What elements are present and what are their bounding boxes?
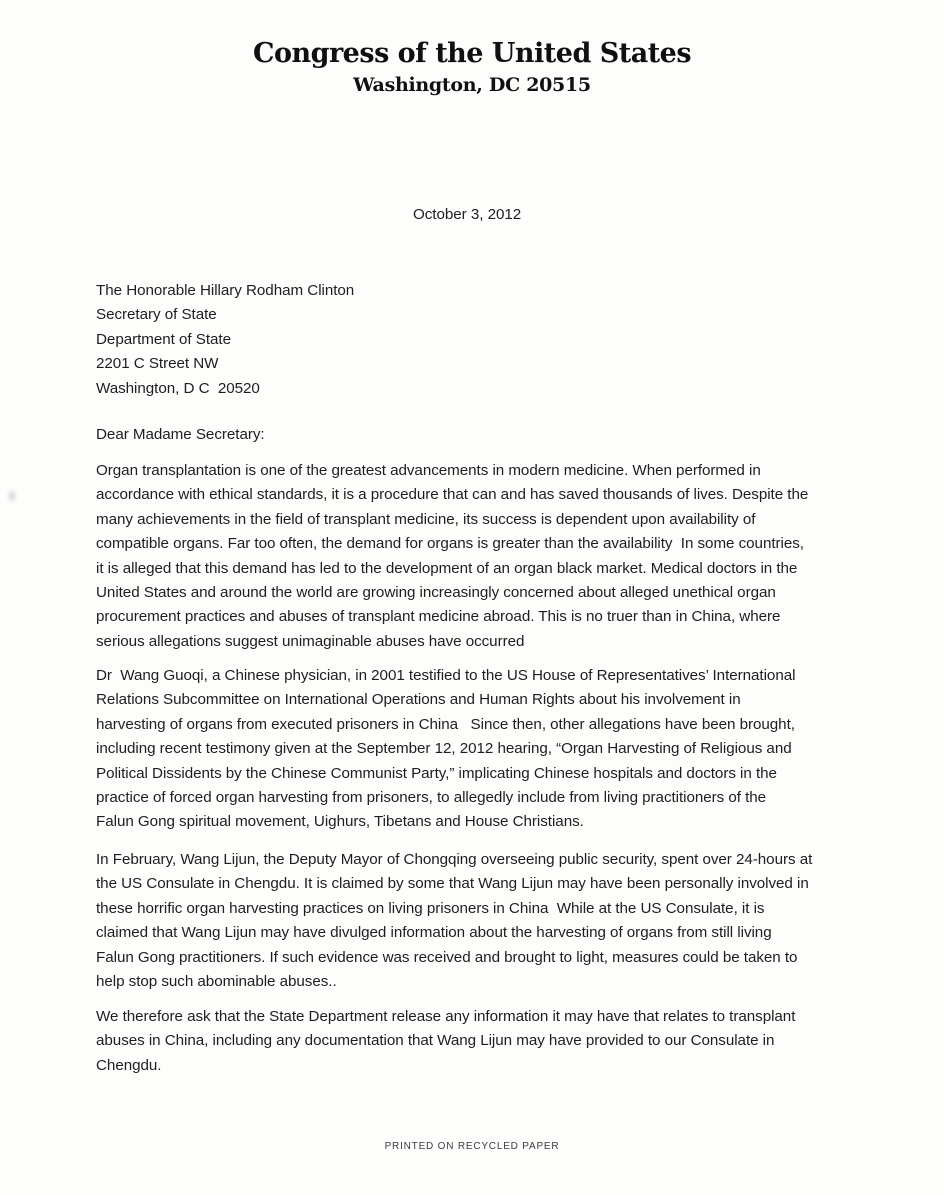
text-line: many achievements in the field of transplant medicine, its success is dependent upon availability of (96, 510, 756, 528)
text-line: help stop such abominable abuses.. (96, 973, 337, 991)
text-line: it is alleged that this demand has led to the development of an organ black market. Medical doctors in the (96, 559, 798, 577)
paragraph-request-release-information (96, 1005, 795, 1078)
text-line: Relations Subcommittee on International Operations and Human Rights about his involvement in (96, 691, 741, 709)
footer-recycled-paper-notice: PRINTED ON RECYCLED PAPER (384, 1141, 560, 1152)
text-line: the US Consulate in Chengdu. It is claimed by some that Wang Lijun may have been personally involved in (96, 875, 809, 893)
salutation: Dear Madame Secretary: (96, 426, 265, 443)
text-line: Political Dissidents by the Chinese Communist Party,” implicating Chinese hospitals and doctors in the (96, 764, 777, 782)
text-line: In February, Wang Lijun, the Deputy Mayor of Chongqing overseeing public security, spent over 24-hours at (96, 851, 813, 868)
text-line: 2201 C Street NW (96, 355, 219, 373)
text-line: practice of forced organ harvesting from prisoners, to allegedly include from living practitioners of the (96, 789, 767, 807)
recipient-address-block (96, 279, 354, 401)
paragraph-wang-lijun-consulate (96, 848, 812, 994)
text-line: Dr Wang Guoqi, a Chinese physician, in 2001 testified to the US House of Representatives’ International (96, 667, 796, 684)
text-line: Falun Gong spiritual movement, Uighurs, Tibetans and House Christians. (96, 813, 584, 831)
text-line: Organ transplantation is one of the greatest advancements in modern medicine. When performed in (96, 462, 761, 479)
text-line: We therefore ask that the State Department release any information it may have that relates to transplant (96, 1008, 796, 1025)
scan-artifact (6, 488, 18, 504)
text-line: these horrific organ harvesting practices on living prisoners in China While at the US Consulate, it is (96, 899, 765, 917)
text-line: serious allegations suggest unimaginable abuses have occurred (96, 632, 525, 650)
paragraph-organ-transplantation (96, 459, 808, 654)
text-line: The Honorable Hillary Rodham Clinton (96, 282, 355, 299)
text-line: Secretary of State (96, 306, 217, 324)
text-line: Chengdu. (96, 1056, 162, 1074)
text-line: Falun Gong practitioners. If such evidence was received and brought to light, measures could be taken to (96, 948, 798, 966)
text-line: harvesting of organs from executed prisoners in China Since then, other allegations have been brought, (96, 715, 795, 733)
letterhead-city-line: Washington, DC 20515 (353, 74, 591, 96)
letter-date: October 3, 2012 (413, 206, 522, 223)
letterhead-title: Congress of the United States (252, 38, 692, 69)
text-line: Department of State (96, 330, 231, 348)
text-line: compatible organs. Far too often, the demand for organs is greater than the availability In some countries, (96, 535, 804, 553)
letterhead (0, 38, 944, 98)
text-line: procurement practices and abuses of transplant medicine abroad. This is no truer than in China, where (96, 608, 781, 626)
text-line: abuses in China, including any documentation that Wang Lijun may have provided to our Consulate in (96, 1032, 775, 1050)
paragraph-wang-guoqi-testimony (96, 664, 795, 835)
text-line: including recent testimony given at the September 12, 2012 hearing, “Organ Harvesting of Religious and (96, 740, 792, 758)
text-line: accordance with ethical standards, it is a procedure that can and has saved thousands of lives. Despite the (96, 486, 809, 504)
text-line: claimed that Wang Lijun may have divulged information about the harvesting of organs from still living (96, 924, 772, 942)
text-line: United States and around the world are growing increasingly concerned about alleged unethical organ (96, 584, 776, 602)
text-line: Washington, D C 20520 (96, 379, 260, 397)
